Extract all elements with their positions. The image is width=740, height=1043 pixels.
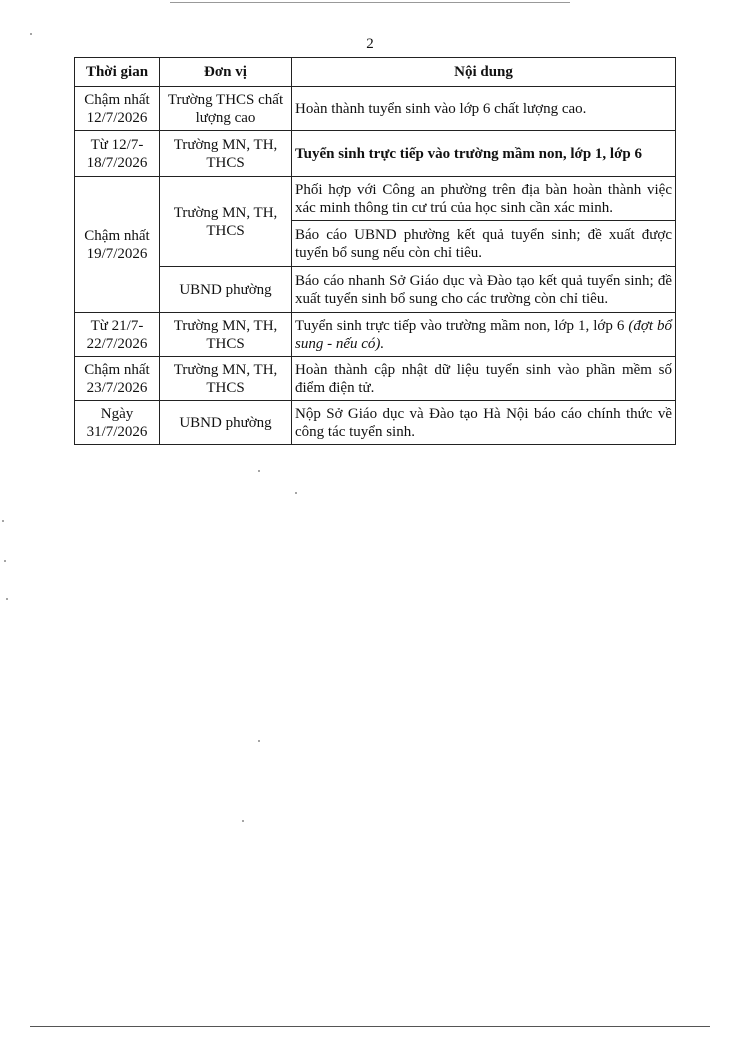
row-unit: UBND phường <box>160 267 292 313</box>
row-unit: Trường MN, TH, THCS <box>160 313 292 357</box>
table-row <box>75 87 676 131</box>
scan-speck <box>295 492 297 494</box>
page-number: 2 <box>366 36 374 52</box>
admission-schedule-table <box>74 57 676 445</box>
scan-speck <box>2 520 4 522</box>
row-content: Báo cáo nhanh Sở Giáo dục và Đào tạo kết quả tuyển sinh; đề xuất tuyển sinh bổ sung cho các trường còn chỉ tiêu. <box>292 267 676 313</box>
table-header-row <box>75 58 676 87</box>
scan-speck <box>4 560 6 562</box>
row-content: Hoàn thành tuyển sinh vào lớp 6 chất lượng cao. <box>292 87 676 131</box>
scan-edge-line <box>170 2 570 3</box>
row-unit: Trường MN, TH, THCS <box>160 131 292 177</box>
row-content <box>292 313 676 357</box>
table-row <box>75 267 676 313</box>
table-row <box>75 177 676 221</box>
row-time: Chậm nhất 12/7/2026 <box>75 87 160 131</box>
row-time: Chậm nhất 19/7/2026 <box>75 177 160 313</box>
row-content: Phối hợp với Công an phường trên địa bàn hoàn thành việc xác minh thông tin cư trú của học sinh cần xác minh. <box>292 177 676 221</box>
scan-speck <box>258 470 260 472</box>
table-row <box>75 357 676 401</box>
scan-edge-line <box>30 1026 710 1027</box>
row-time: Ngày 31/7/2026 <box>75 401 160 445</box>
row-content: Nộp Sở Giáo dục và Đào tạo Hà Nội báo cáo chính thức về công tác tuyển sinh. <box>292 401 676 445</box>
scan-speck <box>30 33 32 35</box>
row-content: Hoàn thành cập nhật dữ liệu tuyển sinh vào phần mềm số điểm điện tử. <box>292 357 676 401</box>
scan-speck <box>258 740 260 742</box>
row-time: Từ 12/7- 18/7/2026 <box>75 131 160 177</box>
table-row <box>75 313 676 357</box>
row-unit: Trường THCS chất lượng cao <box>160 87 292 131</box>
row-unit: Trường MN, TH, THCS <box>160 357 292 401</box>
scan-speck <box>242 820 244 822</box>
row-time: Từ 21/7- 22/7/2026 <box>75 313 160 357</box>
table-row <box>75 131 676 177</box>
row-content: Tuyển sinh trực tiếp vào trường mầm non, lớp 1, lớp 6 <box>292 131 676 177</box>
row-content-main: Tuyển sinh trực tiếp vào trường mầm non, lớp 1, lớp 6 <box>295 317 625 334</box>
scan-speck <box>6 598 8 600</box>
row-content-note: (đợt bổ sung - nếu có). <box>295 317 672 352</box>
header-time: Thời gian <box>75 58 160 87</box>
row-time: Chậm nhất 23/7/2026 <box>75 357 160 401</box>
row-unit: Trường MN, TH, THCS <box>160 177 292 267</box>
table-row <box>75 401 676 445</box>
row-content: Báo cáo UBND phường kết quả tuyển sinh; đề xuất được tuyển bổ sung nếu còn chỉ tiêu. <box>292 221 676 267</box>
header-unit: Đơn vị <box>160 58 292 87</box>
row-unit: UBND phường <box>160 401 292 445</box>
header-content: Nội dung <box>292 58 676 87</box>
